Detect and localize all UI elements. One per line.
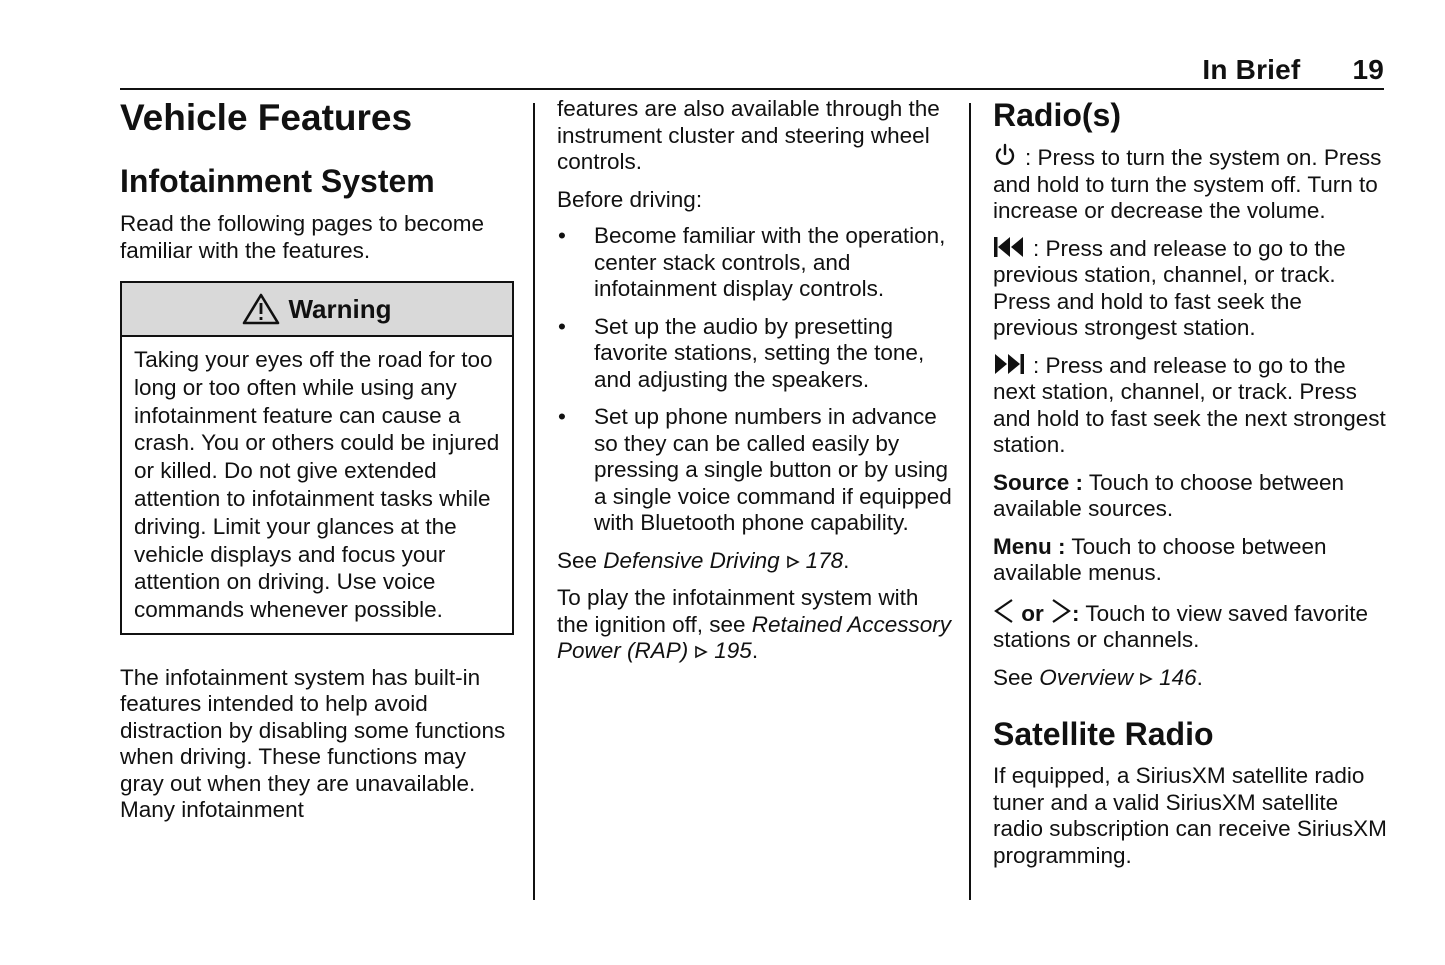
section-heading: Satellite Radio [993,716,1214,752]
column-right [993,96,1388,869]
ref-link[interactable]: Retained Accessory Power (RAP) [557,611,951,663]
ref-link[interactable]: Defensive Driving [603,547,780,573]
page-ref-arrow-icon [1139,672,1153,686]
column-divider [969,103,971,900]
chevron-left-icon [993,598,1015,624]
ref-page[interactable]: 178 [805,547,844,573]
column-divider [533,103,535,900]
section-title: In Brief [1202,54,1301,85]
bullet-icon: • [558,223,566,248]
before-driving-label: Before driving: [557,186,703,212]
satellite-text: If equipped, a SiriusXM satellite radio tuner and a valid SiriusXM satellite radio subscription can receive SiriusXM programming. [993,763,1387,868]
arrows-description: or : Touch to view saved favorite stations or channels. [993,598,1388,654]
page-ref-arrow-icon [786,555,800,569]
warning-box [120,281,514,635]
body-paragraph: The infotainment system has built-in features intended to help avoid distraction by disabling some functions when driving. These functions may gray out when they are unavailable. Many infotainment [120,664,506,823]
or-label: or [1021,600,1044,626]
seek-back-description: : Press and release to go to the previous station, channel, or track. Press and hold to fast seek the previous strongest station. [993,235,1346,340]
cross-reference: See Defensive Driving 178. [557,547,850,573]
seek-back-icon [993,236,1025,258]
list-item: • Set up phone numbers in advance so they can be called easily by pressing a single button or by using a single voice command if equipped with Bluetooth phone capability. [558,404,952,535]
column-left [120,96,512,824]
ref-page[interactable]: 146 [1159,664,1197,690]
page-title: Vehicle Features [120,97,413,138]
seek-forward-icon [993,353,1025,375]
section-heading: Infotainment System [120,163,435,199]
power-icon [993,143,1017,167]
warning-triangle-icon [242,293,280,325]
source-label: Source : [993,469,1084,495]
cross-reference: See Overview 146. [993,664,1203,690]
ref-page[interactable]: 195 [714,638,752,663]
continued-text: features are also available through the instrument cluster and steering wheel controls. [557,96,940,174]
warning-label: Warning [288,293,392,324]
list-item: • Become familiar with the operation, center stack controls, and infotainment display controls. [558,223,946,301]
cross-reference: To play the infotainment system with the ignition off, see Retained Accessory Power (RAP) 195. [557,585,951,663]
bullet-icon: • [558,404,566,429]
running-header [120,52,1384,90]
column-middle [557,96,952,665]
source-description: Source : Touch to choose between available sources. [993,469,1345,521]
power-description: : Press to turn the system on. Press and hold to turn the system off. Turn to increase or decrease the volume. [993,145,1382,223]
ref-link[interactable]: Overview [1039,664,1134,690]
menu-label: Menu : [993,533,1066,559]
page-number: 19 [1352,54,1384,85]
warning-text: Taking your eyes off the road for too long or too often while using any infotainment feature can cause a crash. You or others could be injured or killed. Do not give extended attention to infotainment tasks while driving. Limit your glances at the vehicle displays and focus your attention on driving. Use voice commands whenever possible. [134,347,500,623]
bullet-list [557,223,952,537]
section-heading: Radio(s) [993,97,1121,133]
seek-forward-description: : Press and release to go to the next station, channel, or track. Press and hold to fast seek the next strongest station. [993,352,1386,457]
warning-header [122,283,512,337]
bullet-icon: • [558,313,566,339]
chevron-right-icon [1050,598,1072,624]
page-ref-arrow-icon [694,645,708,659]
intro-text: Read the following pages to become familiar with the features. [120,211,484,263]
menu-description: Menu : Touch to choose between available menus. [993,533,1327,585]
list-item: • Set up the audio by presetting favorite stations, setting the tone, and adjusting the speakers. [558,313,925,392]
